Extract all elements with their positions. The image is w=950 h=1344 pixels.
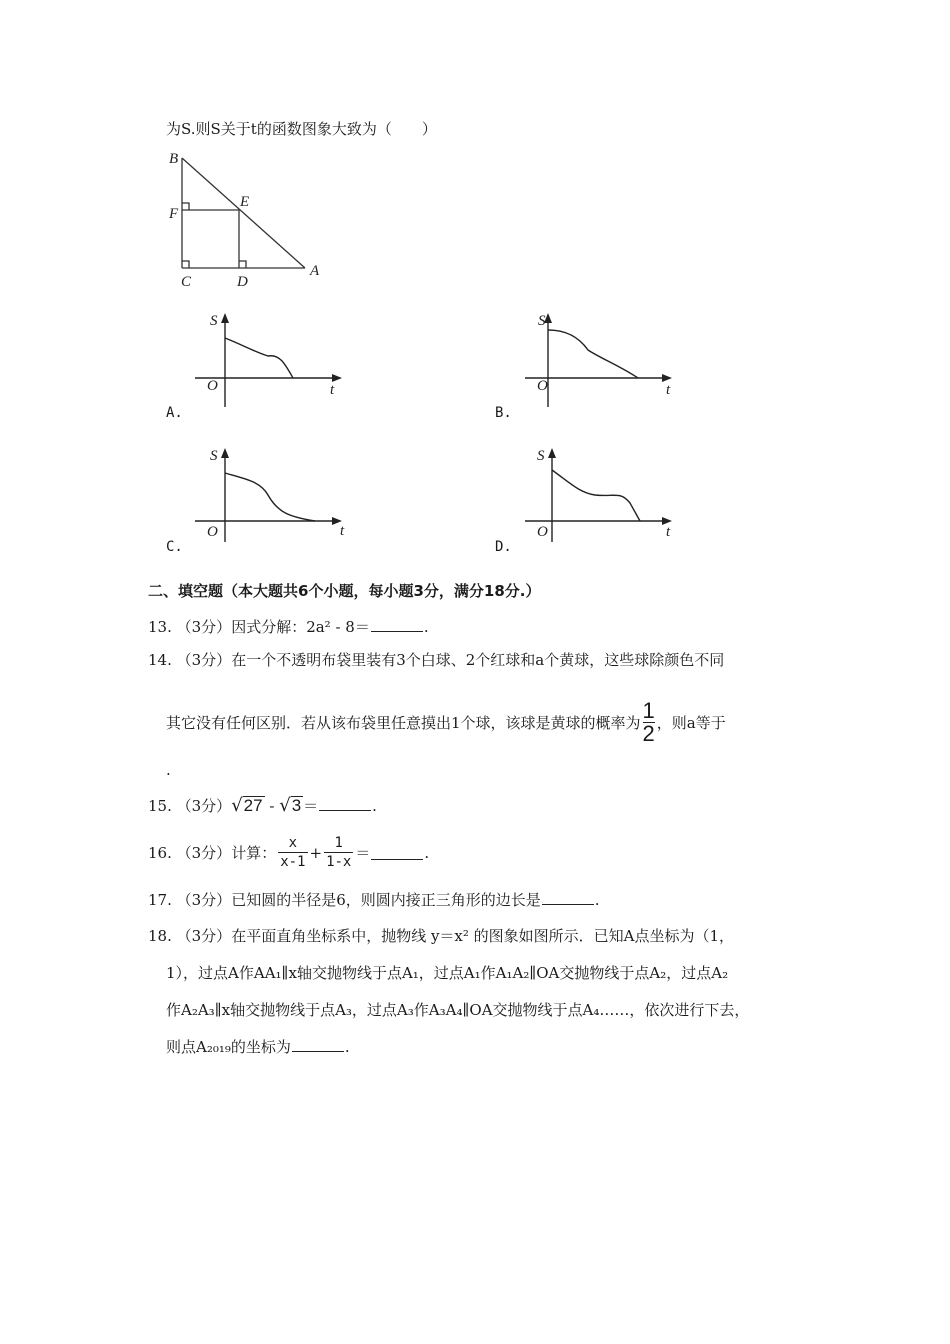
q14-line2-post: ，则a等于 <box>656 713 726 732</box>
q16-fraction-1 <box>278 834 307 871</box>
axis-s-label: S <box>537 448 545 464</box>
s-curve <box>548 330 638 378</box>
q13-number: 13. <box>148 618 172 636</box>
q16-answer-blank[interactable] <box>371 845 423 860</box>
right-angle-d <box>239 261 246 268</box>
q15-operator: - <box>264 797 280 815</box>
triangle-figure <box>162 148 332 290</box>
axis-t-label: t <box>340 523 345 539</box>
x-arrow <box>662 374 672 382</box>
label-f: F <box>169 206 179 222</box>
question-18-line4 <box>166 1037 350 1057</box>
q16-plus: + <box>309 843 323 862</box>
side-ab <box>182 158 305 268</box>
q14-frac-den: 2 <box>642 721 655 746</box>
q16-end: . <box>424 843 430 862</box>
q18-line4: 则点A₂₀₁₉的坐标为 <box>166 1038 291 1056</box>
q15-radicand-2: 3 <box>291 796 302 815</box>
q14-fraction <box>643 700 655 745</box>
q15-equals: ＝ <box>303 797 319 815</box>
intro-text: 为S.则S关于t的函数图象大致为（ ） <box>166 120 437 138</box>
graph-option-b <box>520 310 680 410</box>
q14-frac-num: 1 <box>642 698 655 723</box>
q14-number: 14. <box>148 651 172 669</box>
s-curve <box>225 338 293 378</box>
right-angle-f <box>182 203 189 210</box>
q16-f2-num: 1 <box>334 835 343 851</box>
q18-answer-blank[interactable] <box>292 1037 344 1052</box>
axis-t-label: t <box>330 382 335 398</box>
q15-number: 15. <box>148 797 172 815</box>
graph-option-d <box>520 445 680 545</box>
option-c-label[interactable]: C. <box>166 539 183 555</box>
q18-number: 18. <box>148 927 172 945</box>
sqrt-symbol-1: √ <box>231 795 243 816</box>
q18-score: （3分） <box>176 927 232 945</box>
question-16 <box>148 834 429 871</box>
section-heading: 二、填空题（本大题共6个小题，每小题3分，满分18分.） <box>148 582 541 600</box>
label-d: D <box>237 274 248 290</box>
option-b-label[interactable]: B. <box>495 405 512 421</box>
axis-t-label: t <box>666 524 671 540</box>
label-c: C <box>181 274 192 290</box>
q16-equals: ＝ <box>355 843 371 862</box>
y-arrow <box>221 448 229 458</box>
q16-score: （3分） <box>176 843 232 862</box>
q17-score: （3分） <box>176 891 232 909</box>
q16-f1-num: x <box>288 835 298 851</box>
q16-fraction-2 <box>324 834 353 871</box>
axis-s-label: S <box>210 313 218 329</box>
option-d-label[interactable]: D. <box>495 539 512 555</box>
s-curve <box>225 473 315 521</box>
q16-label: 计算： <box>231 843 277 862</box>
y-arrow <box>221 313 229 323</box>
s-curve <box>552 470 640 521</box>
origin-label: O <box>207 524 218 540</box>
q17-number: 17. <box>148 891 172 909</box>
q16-number: 16. <box>148 843 172 862</box>
q16-f1-den: x-1 <box>280 854 306 870</box>
graph-option-c <box>190 445 350 545</box>
q14-line1: 在一个不透明布袋里装有3个白球、2个红球和a个黄球，这些球除颜色不同 <box>231 651 725 669</box>
right-angle-c <box>182 261 189 268</box>
label-a: A <box>310 263 320 279</box>
axis-s-label: S <box>538 313 546 329</box>
origin-label: O <box>537 378 548 394</box>
q18-end: . <box>344 1038 350 1056</box>
q18-line2: 1），过点A作AA₁∥x轴交抛物线于点A₁，过点A₁作A₁A₂∥OA交抛物线于点A₂，过点A₂ <box>166 964 729 982</box>
option-a-label[interactable]: A. <box>166 405 183 421</box>
origin-label: O <box>207 378 218 394</box>
q14-score: （3分） <box>176 651 232 669</box>
q15-end: . <box>372 797 377 815</box>
q17-answer-blank[interactable] <box>542 890 594 905</box>
question-14-line1 <box>148 650 724 670</box>
q13-score: （3分） <box>176 618 232 636</box>
q13-text: 因式分解：2a² - 8＝ <box>231 618 370 636</box>
q15-score: （3分） <box>176 797 232 815</box>
origin-label: O <box>537 524 548 540</box>
q15-radicand-1: 27 <box>243 796 263 815</box>
q16-f2-den: 1-x <box>326 854 352 870</box>
label-e: E <box>240 194 250 210</box>
graph-option-a <box>190 310 350 410</box>
label-b: B <box>169 151 179 167</box>
q14-line3: . <box>166 761 171 779</box>
question-15 <box>148 796 377 816</box>
x-arrow <box>332 374 342 382</box>
q17-text: 已知圆的半径是6，则圆内接正三角形的边长是 <box>231 891 541 909</box>
sqrt-symbol-2: √ <box>279 795 291 816</box>
axis-s-label: S <box>210 448 218 464</box>
question-14-line2 <box>166 700 726 745</box>
q14-line2-pre: 其它没有任何区别．若从该布袋里任意摸出1个球，该球是黄球的概率为 <box>166 713 641 732</box>
question-17 <box>148 890 600 910</box>
question-18-line1 <box>148 926 734 946</box>
q15-answer-blank[interactable] <box>319 796 371 811</box>
q18-line3: 作A₂A₃∥x轴交抛物线于点A₃，过点A₃作A₃A₄∥OA交抛物线于点A₄……，依次进行下去， <box>166 1001 750 1019</box>
y-arrow <box>548 448 556 458</box>
q13-answer-blank[interactable] <box>371 617 423 632</box>
q18-line1: 在平面直角坐标系中，抛物线 y＝x² 的图象如图所示．已知A点坐标为（1， <box>231 927 735 945</box>
q13-end: . <box>423 618 429 636</box>
axis-t-label: t <box>666 382 671 398</box>
q17-end: . <box>594 891 600 909</box>
question-13 <box>148 617 429 637</box>
